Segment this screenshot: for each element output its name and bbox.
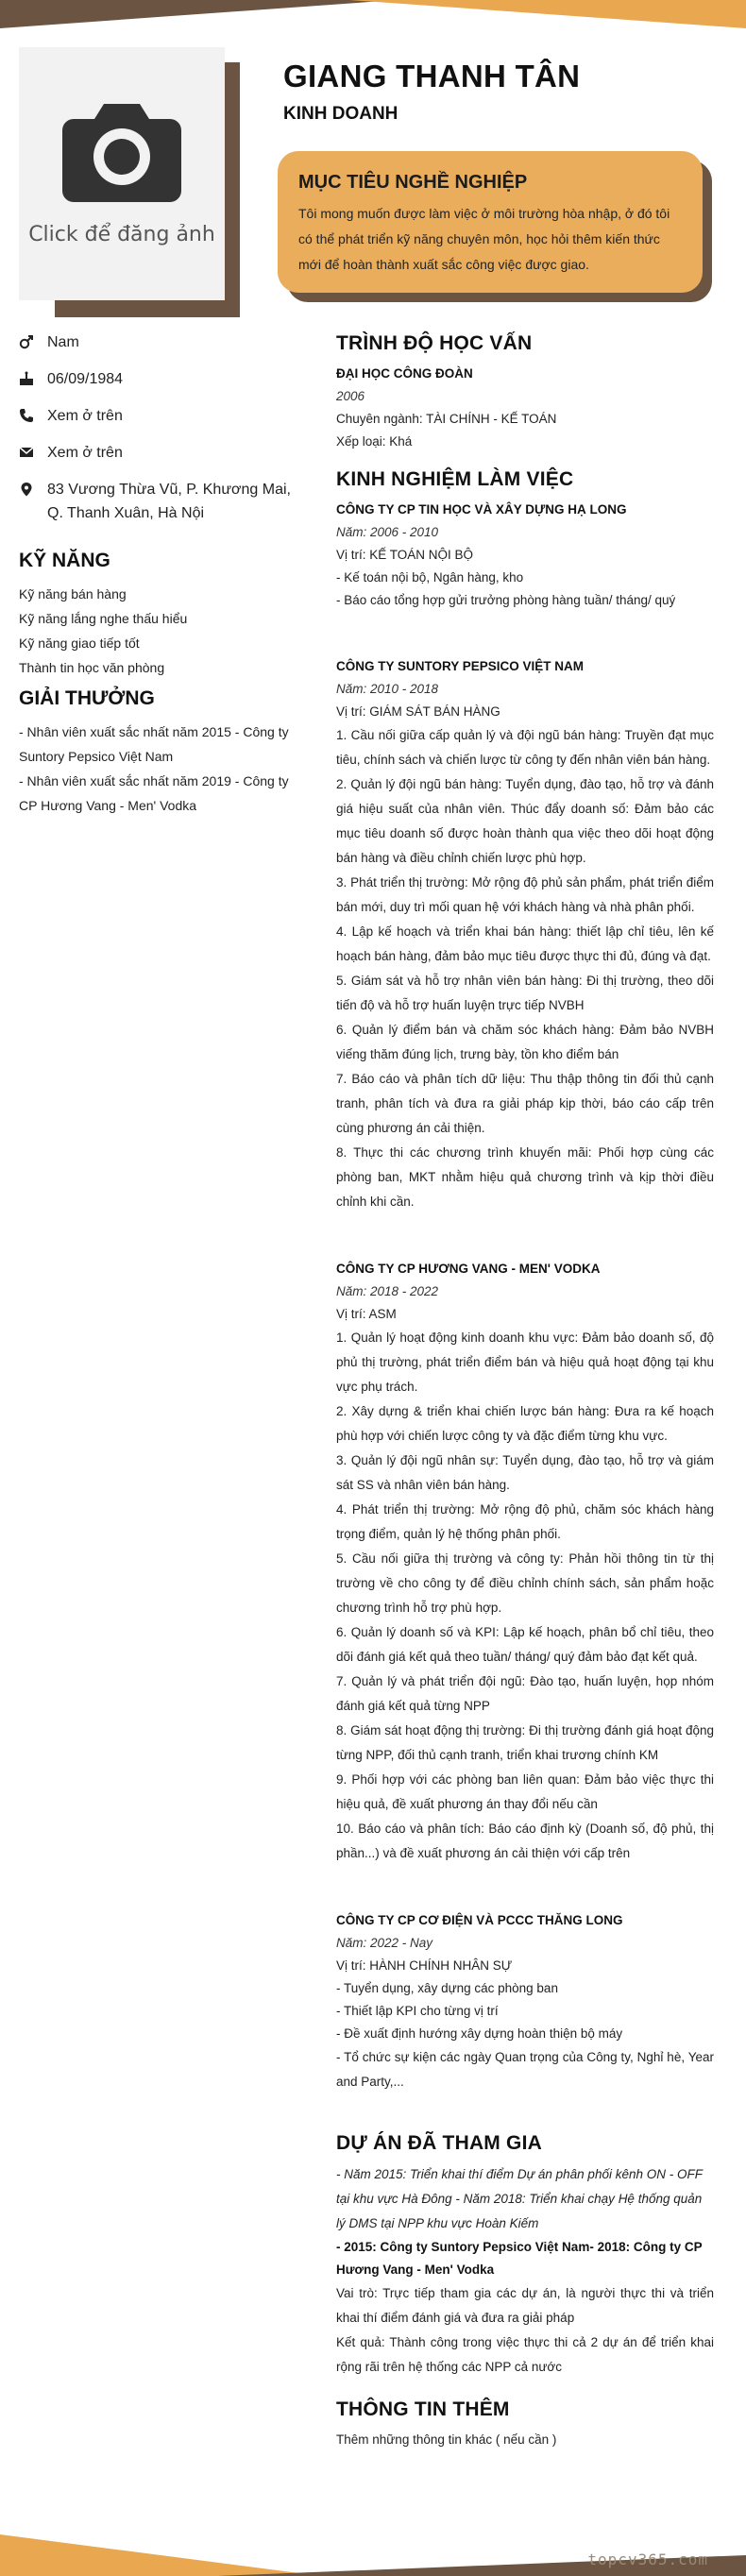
contact-value: Xem ở trên: [47, 445, 123, 461]
job-company: CÔNG TY CP HƯƠNG VANG - MEN' VODKA: [336, 1262, 601, 1276]
contact-birthday: [19, 367, 302, 391]
left-column: [19, 330, 302, 818]
job-duty: 9. Phối hợp với các phòng ban liên quan: Đảm bảo việc thực thi hiệu quả, đề xuất phương án thay đổi nếu cần: [336, 1772, 714, 1811]
contact-value: 06/09/1984: [47, 371, 124, 387]
award-item: - Nhân viên xuất sắc nhất năm 2015 - Công ty Suntory Pepsico Việt Nam: [19, 724, 289, 764]
job-company: CÔNG TY CP TIN HỌC VÀ XÂY DỰNG HẠ LONG: [336, 502, 627, 517]
contact-phone: [19, 404, 302, 428]
additional-text: Thêm những thông tin khác ( nếu cần ): [336, 2432, 557, 2447]
corner-decoration-top-right: [349, 0, 746, 28]
job-company: CÔNG TY CP CƠ ĐIỆN VÀ PCCC THĂNG LONG: [336, 1913, 623, 1927]
job-role: Vị trí: KẾ TOÁN NỘI BỘ: [336, 548, 474, 562]
phone-icon: [19, 408, 34, 423]
objective-title: MỤC TIÊU NGHỀ NGHIỆP: [298, 172, 528, 193]
job-duty: 7. Báo cáo và phân tích dữ liệu: Thu thập thông tin đối thủ cạnh tranh, phân tích và đưa ra giải pháp kịp thời, báo cáo cấp trên cùng phương án cải thiện.: [336, 1072, 714, 1135]
skill-item: Kỹ năng bán hàng: [19, 586, 127, 602]
job-duty: 6. Quản lý điểm bán và chăm sóc khách hàng: Đảm bảo NVBH viếng thăm đúng lịch, trưng bày, tồn kho điểm bán: [336, 1023, 714, 1061]
camera-icon: [60, 91, 183, 213]
job-duty: 1. Quản lý hoạt động kinh doanh khu vực: Đảm bảo doanh số, độ phủ thị trường, phát triển điểm bán và hiệu quả hoạt động tại khu vực phụ trách.: [336, 1330, 714, 1394]
experience-title: KINH NGHIỆM LÀM VIỆC: [336, 468, 574, 490]
job-duty: 1. Cầu nối giữa cấp quản lý và đội ngũ bán hàng: Truyền đạt mục tiêu, chính sách và chiến lược từ công ty đến nhân viên bán hàng.: [336, 728, 714, 767]
right-column: [336, 332, 714, 2451]
objective-text: Tôi mong muốn được làm việc ở môi trường hòa nhập, ở đó tôi có thể phát triển kỹ năng chuyên môn, học hỏi thêm kiến thức mới để hoàn thành xuất sắc công việc được giao.: [298, 206, 670, 272]
job-duty: 6. Quản lý doanh số và KPI: Lập kế hoạch, phân bổ chỉ tiêu, theo dõi đánh giá kết quả theo tuần/ tháng/ quý đảm bảo đạt kết quả.: [336, 1625, 714, 1664]
job-duty: 3. Quản lý đội ngũ nhân sự: Tuyển dụng, đào tạo, hỗ trợ và giám sát SS và nhân viên bán hàng.: [336, 1453, 714, 1492]
full-name: GIANG THANH TÂN: [283, 59, 581, 93]
job-period: Năm: 2022 - Nay: [336, 1936, 433, 1950]
contact-email: [19, 441, 302, 465]
awards-title: GIẢI THƯỞNG: [19, 687, 155, 709]
email-icon: [19, 445, 34, 460]
job-duty: 8. Thực thi các chương trình khuyến mãi: Phối hợp cùng các phòng ban, MKT nhằm hiệu quả chương trình và kịp thời điều chỉnh khi cần.: [336, 1145, 714, 1209]
job-duty: - Thiết lập KPI cho từng vị trí: [336, 2004, 499, 2018]
job-duty: - Đề xuất định hướng xây dựng hoàn thiện bộ máy: [336, 2026, 623, 2041]
projects-summary: - Năm 2015: Triển khai thí điểm Dự án phân phối kênh ON - OFF tại khu vực Hà Đông - Năm 2018: Triển khai chạy Hệ thống quản lý DMS tại NPP khu vực Hoàn Kiếm: [336, 2167, 703, 2230]
contact-address: [19, 478, 302, 525]
job-duty: 8. Giám sát hoạt động thị trường: Đi thị trường đánh giá hoạt động từng NPP, đối thủ cạnh tranh, triển khai trương chính KM: [336, 1723, 714, 1762]
job-entry: [336, 1909, 714, 2094]
job-position: KINH DOANH: [283, 104, 398, 124]
contact-gender: [19, 330, 302, 354]
skill-item: Kỹ năng giao tiếp tốt: [19, 636, 140, 651]
job-duty: 4. Phát triển thị trường: Mở rộng độ phủ, chăm sóc khách hàng trọng điểm, quản lý hệ thống phân phối.: [336, 1502, 714, 1541]
avatar-upload[interactable]: [19, 47, 225, 300]
additional-title: THÔNG TIN THÊM: [336, 2398, 510, 2420]
job-duty: 4. Lập kế hoạch và triển khai bán hàng: thiết lập chỉ tiêu, lên kế hoạch bán hàng, đảm bảo mục tiêu được thực thi đủ, đúng và đạt.: [336, 924, 714, 963]
job-entry: [336, 1258, 714, 1866]
education-title: TRÌNH ĐỘ HỌC VẤN: [336, 332, 533, 354]
corner-decoration-top-left: [0, 0, 397, 28]
projects-companies: - 2015: Công ty Suntory Pepsico Việt Nam- 2018: Công ty CP Hương Vang - Men' Vodka: [336, 2240, 703, 2277]
job-duty: 2. Quản lý đội ngũ bán hàng: Tuyển dụng, đào tạo, hỗ trợ và đánh giá hiệu suất của nhân viên. Thúc đẩy doanh số: Đảm bảo các mục tiêu doanh số được hoàn thành qua việc theo dõi hoạt động bán hàng và điều chỉnh chiến lược phù hợp.: [336, 777, 714, 865]
watermark: topcv365.com: [587, 2551, 708, 2568]
job-entry: [336, 655, 714, 1214]
projects-result: Kết quả: Thành công trong việc thực thi cả 2 dự án để triển khai rộng rãi trên hệ thống các NPP cả nước: [336, 2335, 714, 2374]
objective-box: [278, 151, 703, 293]
job-duty: 2. Xây dựng & triển khai chiến lược bán hàng: Đưa ra kế hoạch phù hợp với chiến lược công ty và đặc điểm từng khu vực.: [336, 1404, 714, 1443]
job-duty: - Kế toán nội bộ, Ngân hàng, kho: [336, 570, 524, 585]
gender-icon: [19, 334, 34, 349]
job-period: Năm: 2010 - 2018: [336, 682, 439, 696]
location-icon: [19, 482, 34, 497]
education-grade: Xếp loại: Khá: [336, 434, 413, 449]
job-period: Năm: 2018 - 2022: [336, 1284, 439, 1298]
contact-value: 83 Vương Thừa Vũ, P. Khương Mai, Q. Thanh Xuân, Hà Nội: [47, 482, 291, 521]
job-duty: 5. Giám sát và hỗ trợ nhân viên bán hàng: Đi thị trường, theo dõi tiến độ và hỗ trợ huấn luyện trực tiếp NVBH: [336, 974, 714, 1012]
school-name: ĐẠI HỌC CÔNG ĐOÀN: [336, 366, 473, 381]
birthday-icon: [19, 371, 34, 386]
photo-caption: Click để đăng ảnh: [28, 223, 215, 246]
job-duty: - Tổ chức sự kiện các ngày Quan trọng của Công ty, Nghỉ hè, Year and Party,...: [336, 2050, 714, 2089]
job-duty: 5. Cầu nối giữa thị trường và công ty: Phản hồi thông tin từ thị trường về cho công ty để điều chỉnh chính sách, sản phẩm hoặc chương trình hỗ trợ phù hợp.: [336, 1551, 714, 1615]
skill-item: Kỹ năng lắng nghe thấu hiểu: [19, 611, 188, 626]
projects-role: Vai trò: Trực tiếp tham gia các dự án, là người thực thi và triển khai thí điểm đánh giá và đưa ra giải pháp: [336, 2286, 714, 2325]
job-duty: 7. Quản lý và phát triển đội ngũ: Đào tạo, huấn luyện, họp nhóm đánh giá kết quả từng NPP: [336, 1674, 714, 1713]
education-year: 2006: [336, 389, 365, 403]
award-item: - Nhân viên xuất sắc nhất năm 2019 - Công ty CP Hương Vang - Men' Vodka: [19, 773, 289, 813]
job-role: Vị trí: GIÁM SÁT BÁN HÀNG: [336, 704, 500, 719]
job-duty: 10. Báo cáo và phân tích: Báo cáo định kỳ (Doanh số, độ phủ, thị phần...) và đề xuất phương án cải thiện với cấp trên: [336, 1822, 714, 1860]
education-major: Chuyên ngành: TÀI CHÍNH - KẾ TOÁN: [336, 412, 557, 426]
job-role: Vị trí: HÀNH CHÍNH NHÂN SỰ: [336, 1958, 513, 1973]
job-role: Vị trí: ASM: [336, 1307, 397, 1321]
projects-title: DỰ ÁN ĐÃ THAM GIA: [336, 2132, 542, 2154]
skill-item: Thành tin học văn phòng: [19, 660, 165, 675]
job-period: Năm: 2006 - 2010: [336, 525, 439, 539]
skills-title: KỸ NĂNG: [19, 550, 110, 571]
job-entry: [336, 499, 714, 612]
job-company: CÔNG TY SUNTORY PEPSICO VIỆT NAM: [336, 659, 585, 673]
contact-value: Nam: [47, 334, 79, 350]
job-duty: - Báo cáo tổng hợp gửi trưởng phòng hàng tuần/ tháng/ quý: [336, 593, 676, 607]
contact-value: Xem ở trên: [47, 408, 123, 424]
job-duty: - Tuyển dụng, xây dựng các phòng ban: [336, 1981, 558, 1995]
job-duty: 3. Phát triển thị trường: Mở rộng độ phủ sản phẩm, phát triển điểm bán mới, duy trì mối quan hệ với khách hàng và nhà phân phối.: [336, 875, 714, 914]
